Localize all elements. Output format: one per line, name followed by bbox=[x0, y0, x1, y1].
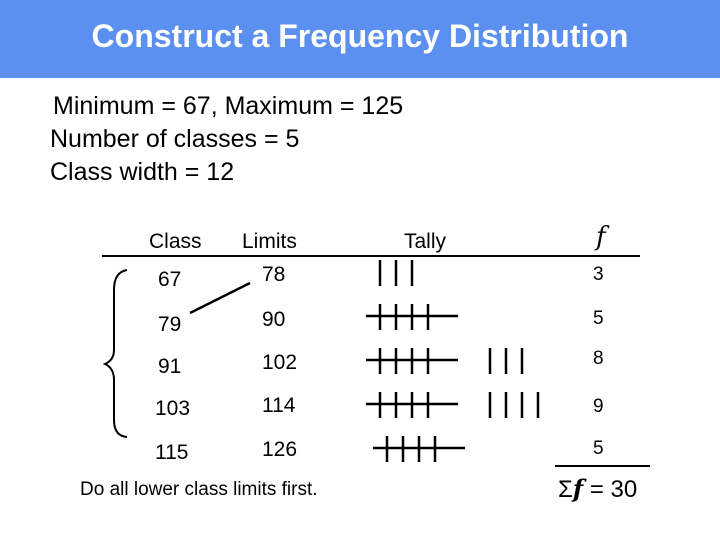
sigma-symbol: Σ bbox=[558, 476, 573, 503]
total-value: 30 bbox=[610, 476, 638, 503]
limits-header: Limits bbox=[242, 230, 297, 253]
frequency-2: 5 bbox=[593, 308, 604, 329]
total-rule bbox=[555, 465, 650, 467]
tally-marks-row-3 bbox=[366, 348, 522, 374]
tally-marks-row-1 bbox=[380, 260, 412, 286]
upper-limit-5: 126 bbox=[262, 438, 298, 461]
class-header: Class bbox=[149, 230, 202, 253]
tally-marks-row-2 bbox=[366, 304, 458, 330]
upper-limit-4: 114 bbox=[262, 394, 296, 417]
min-max-text: Minimum = 67, Maximum = 125 bbox=[53, 92, 404, 120]
frequency-5: 5 bbox=[593, 438, 604, 459]
total-equals: = bbox=[589, 476, 604, 503]
number-of-classes-text: Number of classes = 5 bbox=[50, 125, 300, 153]
page-title: Construct a Frequency Distribution bbox=[91, 18, 629, 54]
upper-limit-3: 102 bbox=[262, 351, 298, 374]
frequency-3: 8 bbox=[593, 348, 604, 369]
lower-limit-3: 91 bbox=[158, 355, 182, 378]
tally-header: Tally bbox=[404, 230, 447, 253]
lower-limit-5: 115 bbox=[155, 441, 189, 464]
frequency-header: f bbox=[596, 222, 606, 252]
instruction-note: Do all lower class limits first. bbox=[80, 479, 318, 500]
lower-limit-1: 67 bbox=[158, 268, 182, 291]
tally-marks-row-4 bbox=[366, 392, 538, 418]
upper-limit-2: 90 bbox=[262, 308, 286, 331]
upper-limit-1: 78 bbox=[262, 263, 286, 286]
limit-connector-line bbox=[190, 283, 250, 313]
lower-limit-4: 103 bbox=[155, 397, 191, 420]
left-brace bbox=[105, 270, 127, 437]
lower-limit-2: 79 bbox=[158, 313, 182, 336]
frequency-1: 3 bbox=[593, 264, 604, 285]
frequency-total bbox=[558, 474, 637, 504]
total-variable: f bbox=[572, 474, 584, 503]
class-width-text: Class width = 12 bbox=[50, 158, 235, 186]
frequency-4: 9 bbox=[593, 396, 604, 417]
tally-marks-row-5 bbox=[373, 436, 465, 462]
